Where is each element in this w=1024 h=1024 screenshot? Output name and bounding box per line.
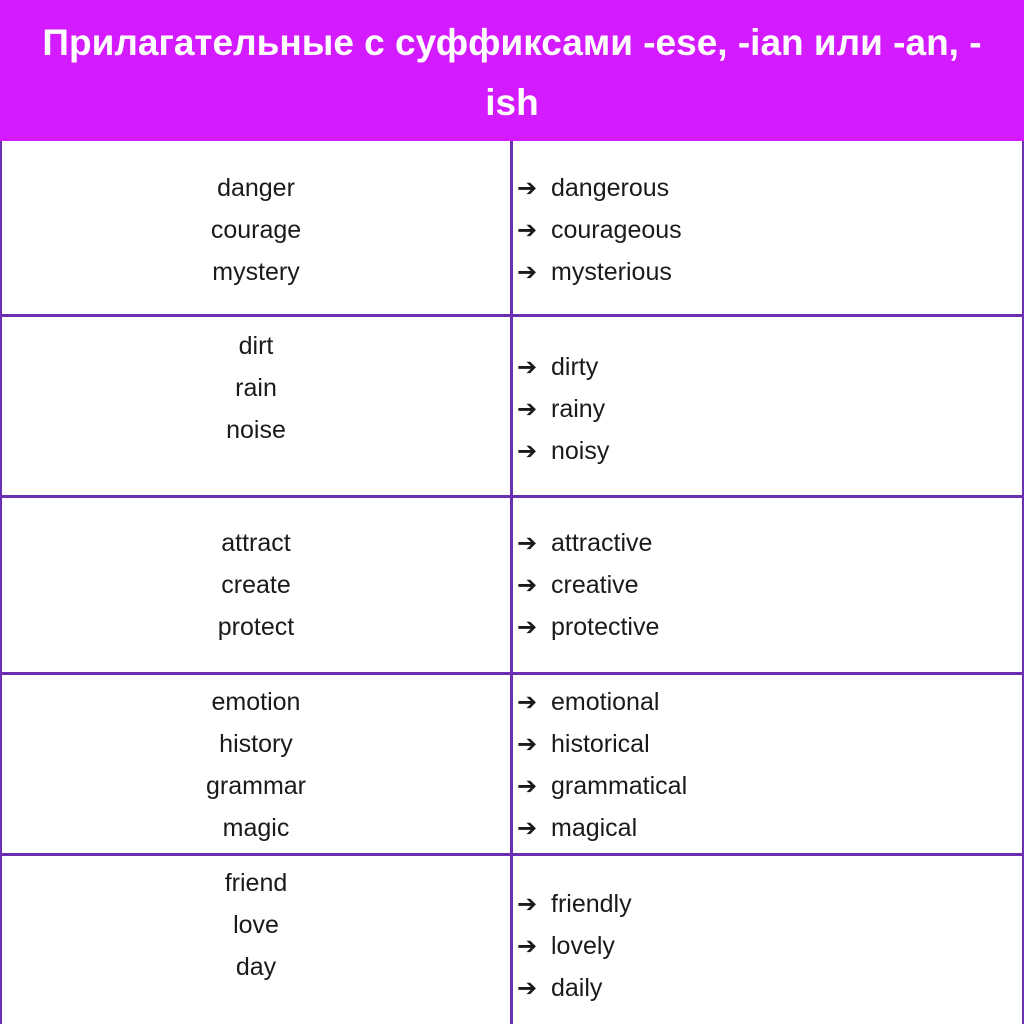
page-title-line-2: ish: [485, 81, 539, 123]
arrow-right-icon: ➔: [517, 814, 538, 842]
derived-word-line: [517, 723, 650, 765]
derived-word: magical: [551, 814, 638, 842]
base-word: love: [233, 911, 279, 939]
derived-word: lovely: [551, 932, 615, 960]
row-divider: [0, 853, 1024, 856]
derived-word: noisy: [551, 437, 610, 465]
derived-word-line: [517, 346, 598, 388]
arrow-right-icon: ➔: [517, 216, 538, 244]
arrow-right-icon: ➔: [517, 437, 538, 465]
derived-word: emotional: [551, 688, 660, 716]
arrow-right-icon: ➔: [517, 571, 538, 599]
base-words-cell: [0, 681, 512, 849]
word-table: [0, 141, 1024, 1024]
derived-word: grammatical: [551, 772, 688, 800]
base-word: noise: [226, 416, 286, 444]
arrow-right-icon: ➔: [517, 772, 538, 800]
derived-word-line: [517, 925, 615, 967]
base-word: danger: [217, 174, 295, 202]
derived-word-line: [517, 388, 605, 430]
title-banner: [0, 0, 1024, 141]
derived-word: dangerous: [551, 174, 670, 202]
base-word: magic: [222, 814, 290, 842]
base-word: rain: [235, 374, 277, 402]
arrow-right-icon: ➔: [517, 932, 538, 960]
row-divider: [0, 495, 1024, 498]
base-word: dirt: [238, 332, 274, 360]
base-words-cell: [0, 325, 512, 451]
arrow-right-icon: ➔: [517, 258, 538, 286]
arrow-right-icon: ➔: [517, 613, 538, 641]
arrow-right-icon: ➔: [517, 353, 538, 381]
derived-word-line: [517, 251, 672, 293]
derived-words-cell: [517, 167, 1017, 293]
base-word: create: [221, 571, 291, 599]
base-word: protect: [217, 613, 295, 641]
derived-word: courageous: [551, 216, 682, 244]
base-word: history: [219, 730, 293, 758]
derived-word: friendly: [551, 890, 632, 918]
derived-word: creative: [551, 571, 639, 599]
derived-word: historical: [551, 730, 650, 758]
base-word: mystery: [212, 258, 300, 286]
row-divider: [0, 314, 1024, 317]
arrow-right-icon: ➔: [517, 529, 538, 557]
base-word: attract: [221, 529, 291, 557]
derived-word: mysterious: [551, 258, 672, 286]
base-words-cell: [0, 522, 512, 648]
derived-word-line: [517, 967, 602, 1009]
arrow-right-icon: ➔: [517, 730, 538, 758]
derived-word-line: [517, 807, 637, 849]
derived-words-cell: [517, 346, 1017, 472]
derived-word-line: [517, 765, 687, 807]
derived-word-line: [517, 522, 652, 564]
arrow-right-icon: ➔: [517, 174, 538, 202]
base-word: grammar: [205, 772, 306, 800]
base-words-cell: [0, 167, 512, 293]
page-title-line-1: Прилагательные с суффиксами -ese, -ian или -an, -: [42, 21, 982, 63]
derived-word-line: [517, 681, 659, 723]
derived-word-line: [517, 883, 632, 925]
derived-word-line: [517, 209, 682, 251]
derived-word: protective: [551, 613, 660, 641]
derived-word: attractive: [551, 529, 653, 557]
page-title: [42, 13, 981, 133]
derived-word-line: [517, 167, 669, 209]
base-word: emotion: [211, 688, 301, 716]
derived-words-cell: [517, 883, 1017, 1009]
derived-words-cell: [517, 522, 1017, 648]
arrow-right-icon: ➔: [517, 974, 538, 1002]
derived-word: rainy: [551, 395, 606, 423]
row-divider: [0, 672, 1024, 675]
arrow-right-icon: ➔: [517, 890, 538, 918]
base-word: day: [235, 953, 277, 981]
arrow-right-icon: ➔: [517, 688, 538, 716]
derived-word: dirty: [551, 353, 599, 381]
derived-word: daily: [551, 974, 603, 1002]
derived-words-cell: [517, 681, 1017, 849]
base-word: friend: [224, 869, 288, 897]
base-words-cell: [0, 862, 512, 988]
derived-word-line: [517, 606, 659, 648]
derived-word-line: [517, 564, 639, 606]
derived-word-line: [517, 430, 609, 472]
arrow-right-icon: ➔: [517, 395, 538, 423]
base-word: courage: [210, 216, 302, 244]
